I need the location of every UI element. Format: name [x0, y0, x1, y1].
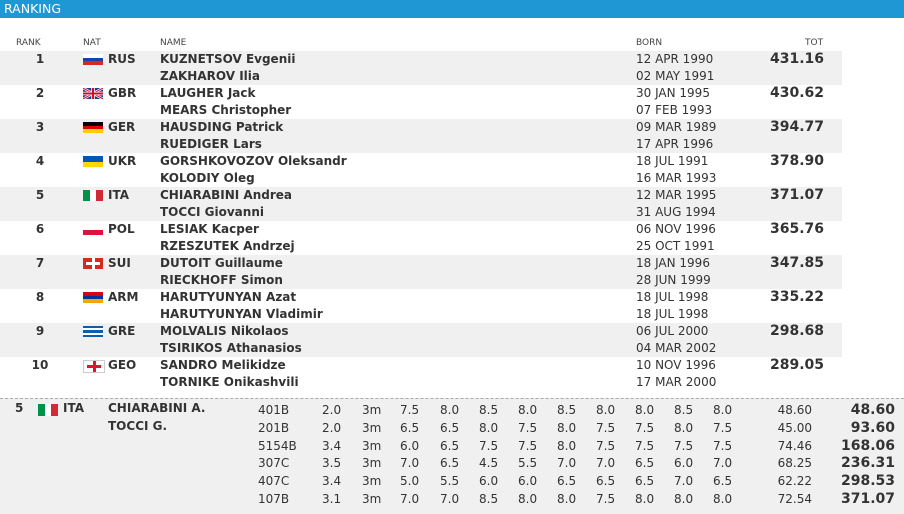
nat-code: GER — [108, 120, 136, 134]
judge-score: 6.5 — [635, 456, 655, 471]
header-rank: RANK — [16, 38, 41, 48]
ranking-row[interactable] — [0, 323, 904, 357]
nat-code: POL — [108, 222, 135, 236]
dive-difficulty: 3.5 — [322, 456, 342, 471]
judge-score: 8.5 — [479, 403, 499, 417]
born-date-2: 02 MAY 1991 — [636, 69, 715, 83]
detail-name-2: TOCCI G. — [108, 419, 168, 433]
dive-code: 201B — [258, 420, 290, 435]
athlete-name-1: LAUGHER Jack — [160, 86, 256, 100]
judge-score: 8.0 — [440, 403, 460, 417]
dive-code: 107B — [258, 492, 290, 506]
judge-score: 8.0 — [518, 403, 538, 417]
ukr-flag-icon — [83, 156, 103, 167]
dive-points: 62.22 — [777, 474, 812, 489]
born-date-1: 06 JUL 2000 — [636, 324, 709, 338]
judge-score: 8.0 — [713, 492, 733, 506]
dive-row — [0, 402, 904, 420]
ranking-row[interactable] — [0, 221, 904, 255]
athlete-name-1: CHIARABINI Andrea — [160, 188, 292, 202]
gre-flag-icon — [83, 326, 103, 337]
athlete-name-2: KOLODIY Oleg — [160, 171, 255, 185]
judge-score: 6.0 — [518, 474, 538, 489]
judge-score: 6.0 — [674, 456, 694, 471]
geo-flag-icon — [83, 360, 105, 373]
nat-code: ITA — [108, 188, 130, 202]
athlete-name-1: HAUSDING Patrick — [160, 120, 284, 134]
judge-score: 8.0 — [557, 438, 577, 453]
rank-value: 8 — [35, 290, 45, 304]
dive-height: 3m — [362, 492, 382, 506]
dive-row — [0, 455, 904, 473]
ranking-title-bar — [0, 0, 904, 18]
born-date-2: 16 MAR 1993 — [636, 171, 717, 185]
ranking-row[interactable] — [0, 51, 904, 85]
judge-score: 6.5 — [635, 474, 655, 489]
dive-height: 3m — [362, 420, 382, 435]
dive-height: 3m — [362, 438, 382, 453]
rank-value: 5 — [35, 188, 45, 202]
born-date-1: 06 NOV 1996 — [636, 222, 716, 236]
athlete-name-1: SANDRO Melikidze — [160, 358, 286, 372]
athlete-name-2: MEARS Christopher — [160, 103, 292, 117]
dive-height: 3m — [362, 456, 382, 471]
athlete-name-1: GORSHKOVOZOV Oleksandr — [160, 154, 347, 168]
judge-score: 8.0 — [674, 420, 694, 435]
dive-code: 407C — [258, 474, 290, 489]
ita-flag-icon — [83, 190, 103, 201]
born-date-2: 07 FEB 1993 — [636, 103, 713, 117]
judge-score: 7.5 — [713, 420, 733, 435]
judge-score: 7.0 — [400, 456, 420, 471]
born-date-2: 17 APR 1996 — [636, 137, 714, 151]
athlete-name-2: TSIRIKOS Athanasios — [160, 341, 302, 355]
dive-code: 307C — [258, 456, 290, 471]
born-date-1: 30 JAN 1995 — [636, 86, 710, 100]
nat-code: GBR — [108, 86, 137, 100]
header-nat: NAT — [83, 38, 101, 48]
dive-points: 72.54 — [777, 492, 812, 506]
judge-score: 7.5 — [596, 438, 616, 453]
dive-difficulty: 3.1 — [322, 492, 342, 506]
judge-score: 7.0 — [596, 456, 616, 471]
athlete-name-2: RIECKHOFF Simon — [160, 273, 283, 287]
ranking-row[interactable] — [0, 187, 904, 221]
ranking-table — [0, 51, 904, 391]
dive-height: 3m — [362, 403, 382, 417]
detail-name-1: CHIARABINI A. — [108, 401, 206, 415]
born-date-2: 18 JUL 1998 — [636, 307, 709, 321]
total-score: 371.07 — [769, 187, 824, 203]
judge-score: 8.5 — [479, 492, 499, 506]
header-name: NAME — [160, 38, 187, 48]
cumulative-score: 371.07 — [840, 491, 895, 507]
dive-points: 48.60 — [777, 403, 812, 417]
nat-code: ARM — [108, 290, 139, 304]
dive-row — [0, 420, 904, 438]
born-date-1: 12 APR 1990 — [636, 52, 714, 66]
born-date-2: 25 OCT 1991 — [636, 239, 715, 253]
judge-score: 5.0 — [400, 474, 420, 489]
born-date-1: 18 JAN 1996 — [636, 256, 710, 270]
rank-value: 3 — [35, 120, 45, 134]
total-score: 365.76 — [769, 221, 824, 237]
judge-score: 7.0 — [674, 474, 694, 489]
header-born: BORN — [636, 38, 663, 48]
athlete-name-2: RUEDIGER Lars — [160, 137, 262, 151]
judge-score: 8.5 — [674, 403, 694, 417]
judge-score: 6.5 — [596, 474, 616, 489]
rank-value: 7 — [35, 256, 45, 270]
judge-score: 8.0 — [713, 403, 733, 417]
header-tot: TOT — [805, 38, 824, 48]
total-score: 335.22 — [769, 289, 824, 305]
rank-value: 1 — [35, 52, 45, 66]
athlete-name-1: MOLVALIS Nikolaos — [160, 324, 289, 338]
cumulative-score: 48.60 — [850, 402, 895, 418]
judge-score: 6.5 — [440, 456, 460, 471]
judge-score: 8.0 — [635, 403, 655, 417]
dive-points: 74.46 — [777, 438, 812, 453]
judge-score: 7.0 — [557, 456, 577, 471]
judge-score: 7.5 — [596, 492, 616, 506]
judge-score: 7.5 — [400, 403, 420, 417]
judge-score: 6.0 — [479, 474, 499, 489]
athlete-name-1: LESIAK Kacper — [160, 222, 259, 236]
ranking-row[interactable] — [0, 85, 904, 119]
ranking-row[interactable] — [0, 153, 904, 187]
judge-score: 8.0 — [518, 492, 538, 506]
athlete-name-1: KUZNETSOV Evgenii — [160, 52, 296, 66]
judge-score: 8.0 — [596, 403, 616, 417]
judge-score: 6.5 — [440, 438, 460, 453]
total-score: 289.05 — [769, 357, 824, 373]
nat-code: UKR — [108, 154, 137, 168]
nat-code: SUI — [108, 256, 131, 270]
total-score: 347.85 — [769, 255, 824, 271]
rank-value: 2 — [35, 86, 45, 100]
judge-score: 7.5 — [713, 438, 733, 453]
cumulative-score: 168.06 — [840, 437, 895, 454]
athlete-name-2: TOCCI Giovanni — [160, 205, 264, 219]
rank-value: 4 — [35, 154, 45, 168]
born-date-1: 18 JUL 1998 — [636, 290, 709, 304]
athlete-name-2: ZAKHAROV Ilia — [160, 69, 260, 83]
judge-score: 7.0 — [400, 492, 420, 506]
athlete-name-1: HARUTYUNYAN Azat — [160, 290, 297, 304]
born-date-2: 04 MAR 2002 — [636, 341, 717, 355]
athlete-name-2: TORNIKE Onikashvili — [160, 375, 299, 389]
judge-score: 7.5 — [518, 420, 538, 435]
nat-code: GRE — [108, 324, 136, 338]
judge-score: 7.5 — [479, 438, 499, 453]
detail-rank: 5 — [15, 401, 24, 415]
judge-score: 8.0 — [557, 492, 577, 506]
judge-score: 6.0 — [400, 438, 420, 453]
ger-flag-icon — [83, 122, 103, 133]
gbr-flag-icon — [83, 88, 103, 99]
dive-row — [0, 438, 904, 456]
dive-points: 68.25 — [777, 456, 812, 471]
born-date-2: 17 MAR 2000 — [636, 375, 717, 389]
dive-difficulty: 2.0 — [322, 403, 342, 417]
judge-score: 7.0 — [713, 456, 733, 471]
born-date-1: 10 NOV 1996 — [636, 358, 716, 372]
judge-score: 6.5 — [557, 474, 577, 489]
born-date-2: 31 AUG 1994 — [636, 205, 716, 219]
judge-score: 8.0 — [674, 492, 694, 506]
cumulative-score: 298.53 — [840, 473, 895, 490]
dive-code: 5154B — [258, 438, 297, 453]
dive-code: 401B — [258, 403, 290, 417]
judge-score: 7.5 — [635, 420, 655, 435]
dive-row — [0, 491, 904, 509]
rus-flag-icon — [83, 54, 103, 65]
judge-score: 8.0 — [557, 420, 577, 435]
rank-value: 10 — [31, 358, 49, 372]
total-score: 430.62 — [769, 85, 824, 101]
judge-score: 8.5 — [557, 403, 577, 417]
born-date-1: 09 MAR 1989 — [636, 120, 717, 134]
dive-difficulty: 3.4 — [322, 438, 342, 453]
judge-score: 6.5 — [713, 474, 733, 489]
judge-score: 7.5 — [674, 438, 694, 453]
ranking-title: RANKING — [4, 1, 62, 16]
judge-score: 5.5 — [518, 456, 538, 471]
born-date-2: 28 JUN 1999 — [636, 273, 711, 287]
dive-difficulty: 3.4 — [322, 474, 342, 489]
athlete-name-1: DUTOIT Guillaume — [160, 256, 283, 270]
judge-score: 7.5 — [596, 420, 616, 435]
born-date-1: 12 MAR 1995 — [636, 188, 717, 202]
sui-flag-icon — [83, 258, 103, 269]
dive-points: 45.00 — [777, 420, 812, 435]
total-score: 394.77 — [769, 119, 824, 135]
athlete-name-2: RZESZUTEK Andrzej — [160, 239, 295, 253]
dive-detail-panel — [0, 398, 904, 513]
cumulative-score: 236.31 — [840, 455, 895, 472]
ranking-row[interactable] — [0, 255, 904, 289]
pol-flag-icon — [83, 224, 103, 235]
judge-score: 7.5 — [635, 438, 655, 453]
ranking-row[interactable] — [0, 357, 904, 391]
judge-score: 7.0 — [440, 492, 460, 506]
detail-nat: ITA — [63, 401, 85, 415]
total-score: 298.68 — [769, 323, 824, 339]
athlete-name-2: HARUTYUNYAN Vladimir — [160, 307, 323, 321]
dive-height: 3m — [362, 474, 382, 489]
total-score: 431.16 — [769, 51, 824, 67]
ranking-row[interactable] — [0, 289, 904, 323]
judge-score: 8.0 — [635, 492, 655, 506]
judge-score: 4.5 — [479, 456, 499, 471]
ranking-row[interactable] — [0, 119, 904, 153]
rank-value: 6 — [35, 222, 45, 236]
judge-score: 8.0 — [479, 420, 499, 435]
judge-score: 5.5 — [440, 474, 460, 489]
total-score: 378.90 — [769, 153, 824, 169]
cumulative-score: 93.60 — [850, 419, 895, 436]
nat-code: GEO — [108, 358, 137, 372]
rank-value: 9 — [35, 324, 45, 338]
dive-row — [0, 473, 904, 491]
judge-score: 6.5 — [440, 420, 460, 435]
arm-flag-icon — [83, 292, 103, 303]
dive-difficulty: 2.0 — [322, 420, 342, 435]
judge-score: 7.5 — [518, 438, 538, 453]
born-date-1: 18 JUL 1991 — [636, 154, 709, 168]
nat-code: RUS — [108, 52, 136, 66]
judge-score: 6.5 — [400, 420, 420, 435]
